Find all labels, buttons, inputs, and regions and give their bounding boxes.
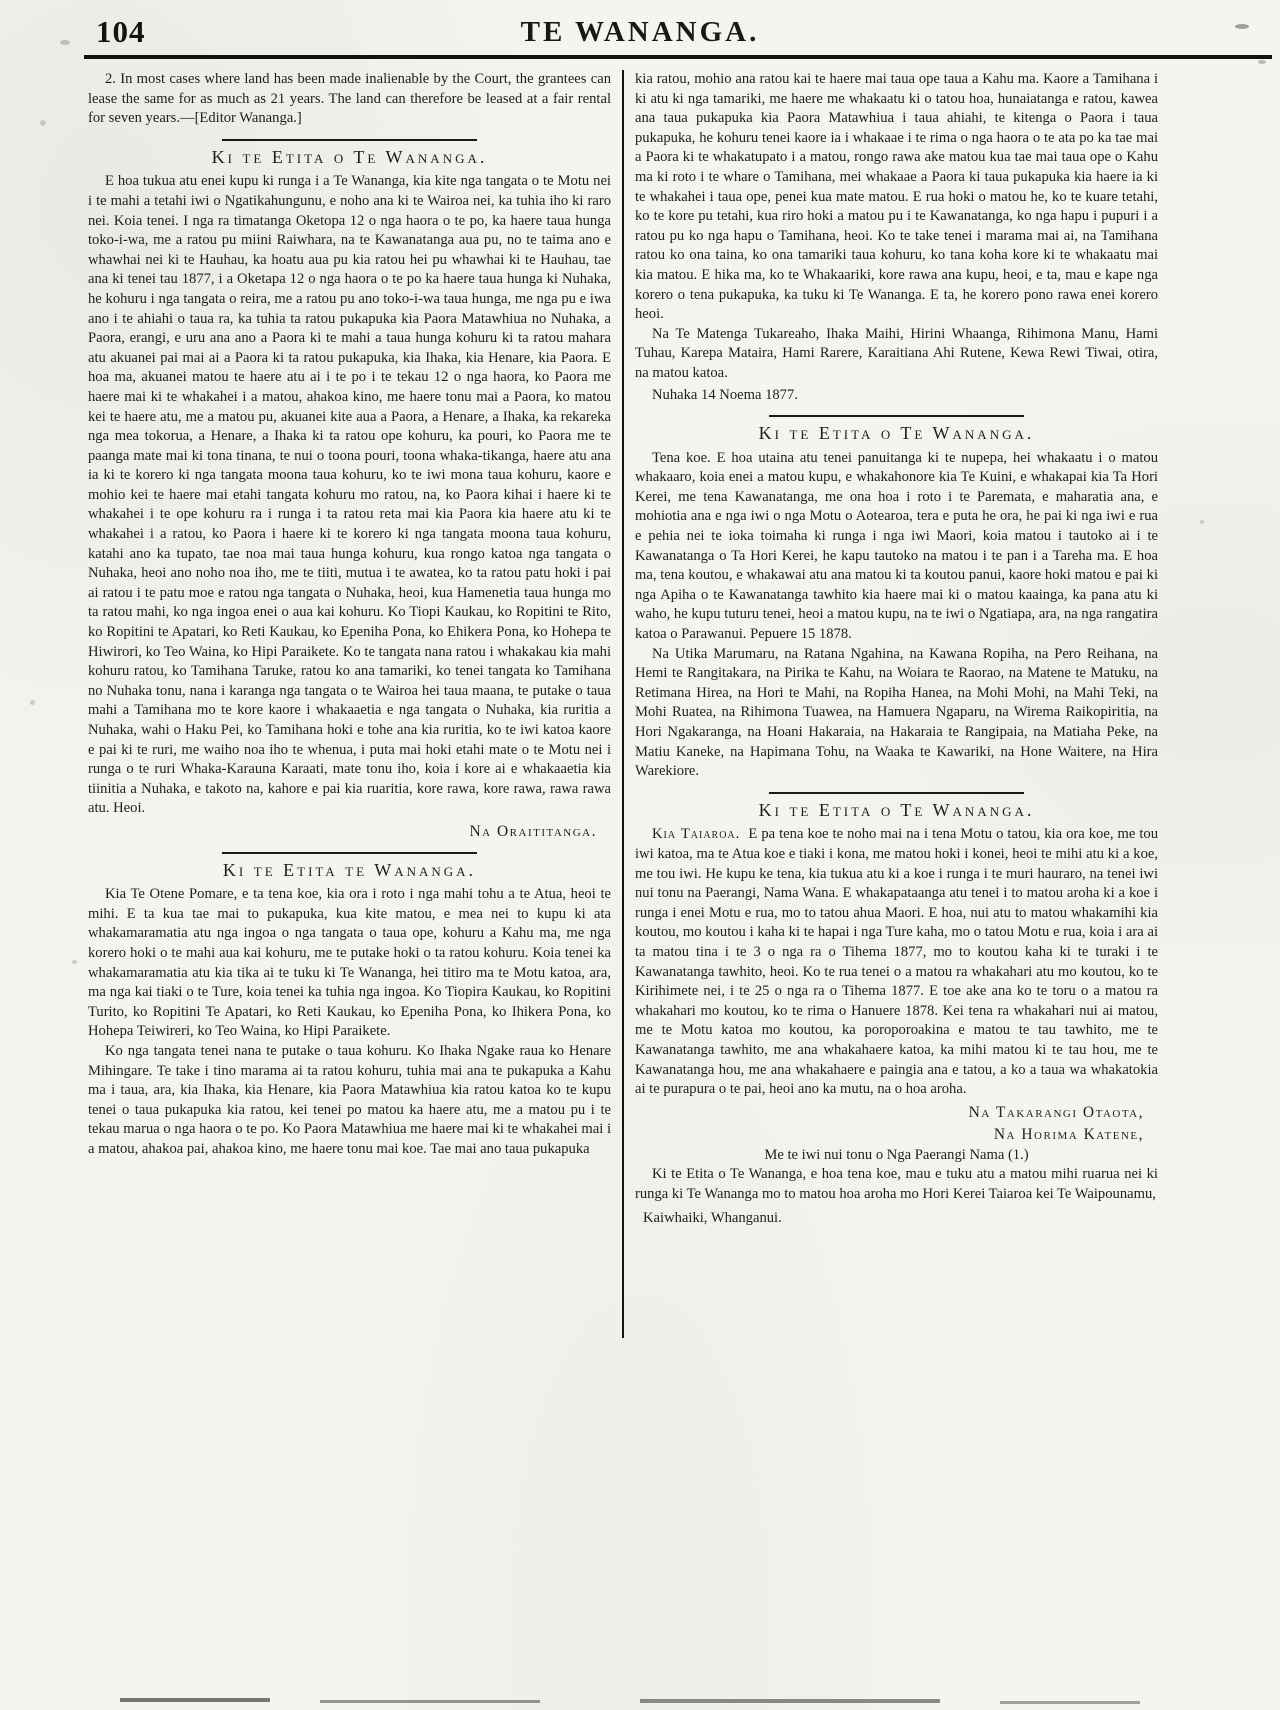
section-rule <box>222 139 477 141</box>
letter2-signatories: Na Te Matenga Tukareaho, Ihaka Maihi, Hirini Whaanga, Rihimona Manu, Hami Tuhau, Karepa Mataira, Hami Rarere, Karaitiana Ahi Rutene, Kewa Rewi Tiwai, otira, na matou katoa. <box>635 325 1158 381</box>
section-rule <box>769 792 1024 794</box>
scan-artifact <box>1200 520 1204 524</box>
scan-edge-mark <box>1000 1701 1140 1704</box>
scan-edge-mark <box>640 1699 940 1703</box>
letter4-postscript: Ki te Etita o Te Wananga, e hoa tena koe, mau e tuku atu a matou mihi ruarua nei ki runga ki Te Wananga mo to matou hoa aroha mo Hori Kerei Taiaroa kei Te Waipounamu, <box>635 1166 1158 1203</box>
letter4-signature-1: Na Takarangi Otaota, <box>968 1103 1144 1121</box>
letter4-body <box>635 825 1158 1099</box>
right-column <box>624 70 1158 1338</box>
letter4-place: Kaiwhaiki, Whanganui. <box>643 1209 782 1226</box>
letter4-salutation: Kia Taiaroa. <box>652 826 741 843</box>
letter4-signature-3: Me te iwi nui tonu o Nga Paerangi Nama (1.) <box>764 1146 1029 1163</box>
editor-note: 2. In most cases where land has been made inalienable by the Court, the grantees can lease the same for as much as 21 years. The land can therefore be leased at a fair rental for seven years.—[Editor Wananga.] <box>88 71 611 127</box>
letter4-signature-2: Na Horima Katene, <box>993 1126 1144 1144</box>
header-rule <box>84 55 1272 59</box>
letter2-continuation: kia ratou, mohio ana ratou kai te haere mai taua ope taua a Kahu ma. Kaore a Tamihana i ki atu ki nga tamariki, me haere me whakaatu ki o tatou hoa, hunaiatanga e ratou, kawea ana taua pukapuka kia Paora Matawhiua i taua ahiahi, te kitenga o Paora i taua pukapuka, he kohuru tenei kaore ia i whakaae i te rima o nga haora o te ata po ka tae mai a Paora ki te whakatupato i a matou, rongo rawa ake matou kua tae mai taua ope o Kahu ma ki roto i te whare o Tamihana, mei whakaae a Paora ki taua pukapuka kia haere ia ki te whakahei i taua ope, penei kua mate matou. E rua hoki o matou he, ko te kuare tetahi, ko te kore pu tetahi, kua riro hoki a matou pu i te Kawanatanga, ko nga hapu i pupuri i a ratou pu ko nga hapu o Tamihana, heoi. Ko te take tenei i marama mai ai, na Tamihana ratou ko ona taina, ko ona tamariki taua kohuru, ko tana koha kore ki te whakaatu mai kia matou. E hika ma, ko te Whakaariki, kore rawa ana kupu, heoi, e ta, mau e kape nga korero o tena pukapuka, ka tuku ki Te Wananga. E ta, he korero pono rawa enei korero heoi. <box>635 71 1158 323</box>
section-rule <box>222 852 477 854</box>
letter2-dateline: Nuhaka 14 Noema 1877. <box>652 386 798 403</box>
scan-artifact <box>72 960 77 964</box>
scan-artifact <box>30 700 35 705</box>
letter4-body-text: E pa tena koe te noho mai na i tena Motu o tatou, kia ora koe, me tou iwi katoa, ma te Atua koe e tiaki i kona, me matou hoki i konei, heoi te mihi atu ki a koe, me tou iwi. He kupu ke tena, kia tukua atu ki a koe i runga i te muri hauraro, na tenei iwi nui tonu na Paerangi, Nama Wana. E whakapataanga atu tenei i to matou aroha ki a koe i runga i enei Motu e rua, mo to tatou ahua Maori. E hoa, nui atu to matou whakamihi kia koutou, mo koutou i kaha ki te hapai i nga Ture kaha, mo o tatou Motu e rua, koia i ara ai ta matou tina i te 3 o nga ra o Tihema 1877, mo to koutou kaha ki te turaki i te Kawanatanga tawhito, heoi. Ko te rua tenei o a matou ra whakahari atu mo koutou, ko te Kirihimete nei, i te 25 o nga ra o Tihema 1877. E toe ake ana ko te toru o a matou ra whakahari mo koutou, ko te rima o Hanuere 1878. Kei tena ra whakahari nui ai matou, me te Motu katoa mo koutou, ka poroporoakina e matou te tau tawhito, me te Kawanatanga tawhito, me ana whakahaere katoa, ka mihi matou ki te tau hou, me te Kawanatanga hou, me ana whakahaere e paingia ana e tatou, a ko a taua wa whakatokia ai te purapura o te pai, heoi ano ka mutu, na o hoa aroha. <box>635 826 1159 1098</box>
letter2-paragraph-1: Kia Te Otene Pomare, e ta tena koe, kia ora i roto i nga mahi tohu a te Atua, heoi te mihi. E ta kua tae mai to pukapuka, kua kite matou, e mea nei to kupu ki ata whakamaramatia atu nga ingoa o nga tangata o taua ope, kohuru a Kahu ma, me nga korero hoki o te mahi aua kai kohuru, me te putake hoki o ta ratou kohuru. Koia tenei ka whakamaramatia atu kia tika ai te tuku ki Te Wananga, hei titiro ma te Motu katoa, ara, ma nga kai tiaki o te Ture, koia tenei ka tuhia nga ingoa. Ko Tiopira Kaukau, ko Ropitini Turito, ko Ropitini Te Apatari, ko Reti Kaukau, ko Epeniha Pona, ko Ihikera Pona, ko Hohepa Teiwireri, ko Teo Waina, ko Hipi Paraikete. <box>88 886 611 1040</box>
letter4-heading: Ki te Etita o Te Wananga. <box>758 799 1035 820</box>
letter1-heading: Ki te Etita o Te Wananga. <box>211 146 488 167</box>
letter3-heading: Ki te Etita o Te Wananga. <box>758 423 1035 444</box>
letter3-signatories: Na Utika Marumaru, na Ratana Ngahina, na Kawana Ropiha, na Pero Reihana, na Hemi te Rangitakara, na Pirika te Kahu, na Woiara te Raorao, na Matene te Matuku, na Retimana Hirea, na Hori te Mahi, na Ropiha Hanea, na Mohi Mohi, na Mahi Teki, na Mohi Ruatea, na Rihimona Tuawea, na Hamuera Ngaparu, na Wirema Raikopiritia, na Hori Ngakaranga, na Hoani Hakaraia, na Hakaraia te Rangipaia, na Matiaha Peke, na Matiu Kaneke, na Hapimana Tohu, na Waaka te Kawariki, na Hone Waitere, na Hira Warekiore. <box>635 645 1158 780</box>
newspaper-masthead: TE WANANGA. <box>520 16 760 48</box>
page-number: 104 <box>96 14 146 49</box>
letter1-body: E hoa tukua atu enei kupu ki runga i a Te Wananga, kia kite nga tangata o te Motu nei i te mahi a tetahi iwi o Ngatikahungunu, e noho ana ki te Wairoa nei, ka tuhia iho ki raro nei. Koia tenei. I nga ra timatanga Oketopa 12 o nga haora o te po, ka haere taua hunga toko-i-wa, me a ratou pu miini Raiwhara, na te Kawanatanga aua pu, no te taima ano e whawhai nei ki te Hauhau, ka hoatu aua pu kia ratou hei pu whawhai ki te Hauhau, tae ana ki tenei tau 1877, i a Oketapa 12 o nga haora o te po ka haere taua hunga ki Nuhaka, he kohuru i nga tangata o reira, me a ratou pu ano toko-i-wa taua hunga, me nga pu e iwa ano i te ahiahi o taua ra, ka tuhia ta ratou pukapuka kia Paora Matawhiua no Nuhaka, a Paora, erangi, e uru ana ano a Paora ki te mahi a taua hunga kohuru ki ta ratou mahara atu akuanei pai mai ai a Paora ki ta ratou pukapuka, kia Ihaka, kia Henare, kia Paora. E hoa ma, akuanei matou te haere atu ai i te po i te tekau 12 o nga haora, ko Paora me haere mai ki te whakahei i a matou, ahakoa kino, me haere tonu mai a Paora, ko matou kei te haere atu, me a matou pu, akuanei kite aua a Paora, a Henare, a Ihaka, ka rekareka nga mea tokorua, a Henare, a Ihaka ki ta ratou ope kohuru, ka pouri, ko Paora me te paanga mate mai ki tona tinana, te nui o toona pouri, toona whaka-tikanga, haere atu ana ia ki te korero ki nga tangata moona taua kohuru, ko te iwi mona taua kohuru, kaore e mohio kei te haere mai etahi tangata kohuru mo ratou, na, ko Paora kihai i haere ki te whakahei i te ope kohuru ra i runga i ta ratou reta mai kia Paora kia haere atu ki te whakahei i a ratou, ko Paora i haere ki te korero ki nga tangata moona taua kohuru, katahi ano ka tupato, tae noa mai taua hunga kohuru, kua rongo katoa nga tangata o Nuhaka, heoi ano noho noa iho, me te tiiti, mutua i te awatea, ko ta ratou patu hoki i pai ai ratou i te patu moe e ratou nga tangata o Nuhaka, heoi, kua Hamenetia taua hunga mo ta ratou mahi, ko nga ingoa enei o aua kai kohuru. Ko Tiopi Kaukau, ko Ropitini te Rito, ko Ropitini te Apatari, ko Reti Kaukau, ko Epeniha Pona, ko Ehikera Pona, ko Hohepa te Hiwirori, ko Teo Waina, ko Hipi Paraikete. Ko te tangata nana ratou i whakakau kia mahi kohuru ratou, ko Tamihana Taruke, ratou ko ana tamariki, ko tenei tangata ko Tamihana no Nuhaka tonu, nana i karanga nga tangata o te Wairoa hei taua maana, te putake o taua mahi a Tamihana mo te kore kaore i whakaaetia e nga tangata o Nuhaka, kia ruritia a Nuhaka, wahi o Haku Pei, ko Tamihana hoki e tohe ana kia ruritia, ko te iwi katoa kaore e pai ki te ruri, me waiho noa iho te whenua, i puta mai hoki etahi mate o te Motu nei i runga o te ruri Whaka-Karauna Karaati, mate tonu iho, koia i kore ai e whakaaetia kia tiinitia a Nuhaka, e takoto na, kahore e pai kia ruaritia, kore rawa, kore rawa, rawa rawa atu. Heoi. <box>88 173 611 817</box>
letter3-body: Tena koe. E hoa utaina atu tenei panuitanga ki te nupepa, hei whakaatu i o matou whakaaro, koia enei a matou kupu, e whakahonore kia Te Kuini, e whakapai kia Ta Hori Kerei, me tena Kawanatanga, me ona hoa i roto i te Paremata, e maharatia ana, e mohiotia ana e nga iwi o nga Motu o Aotearoa, tera e puta he ora, he pai ki nga iwi e rua e pehia nei te ioka toimaha ki runga i nga iwi Maori, koia matou i tautoko ai i te Kawanatanga o Ta Hori Kerei, he kapu tautoko na matou i te pan i a Tareha ma. E hoa ma, tena koutou, e whakawai atu ana matou ki ta koutou panui, kaore hoki matou e pai ki nga Apiha o te Kawanatanga tawhito kia haere mai ki o matou kaainga, ka pana atu ki waho, he kupu tuturu tenei, heoi a matou kupu, na te iwi o Ngatiapa, ara, na nga rangatira katoa o Parawanui. Pepuere 15 1878. <box>635 449 1158 643</box>
left-column <box>88 70 622 1338</box>
section-rule <box>769 415 1024 417</box>
scan-artifact <box>1258 60 1266 64</box>
letter2-heading: Ki te Etita te Wananga. <box>222 859 477 880</box>
scan-edge-mark <box>320 1700 540 1703</box>
page-body <box>88 70 1160 1338</box>
scan-edge-mark <box>120 1698 270 1702</box>
scan-artifact <box>40 120 46 126</box>
letter1-signature: Na Oraititanga. <box>469 822 597 840</box>
letter2-paragraph-2: Ko nga tangata tenei nana te putake o taua kohuru. Ko Ihaka Ngake raua ko Henare Mihingare. Te take i tino marama ai ta ratou kohuru, tuhia mai ana te pukapuka a Kahu ma i taua, ara, kia Ihaka, kia Henare, kia Paora Matawhiua kia ratou katoa ko te kupu tenei o taua pukapuka kia ratou, kei tenei po matou ka haere atu, me a matou pu i te tekau marua o nga haora o te po. Ko Paora Matawhiua me haere mai ki te whakahei mai i a matou, ahakoa pai, ahakoa kino, me haere tonu mai koe. Tae mai ano taua pukapuka <box>88 1042 611 1157</box>
